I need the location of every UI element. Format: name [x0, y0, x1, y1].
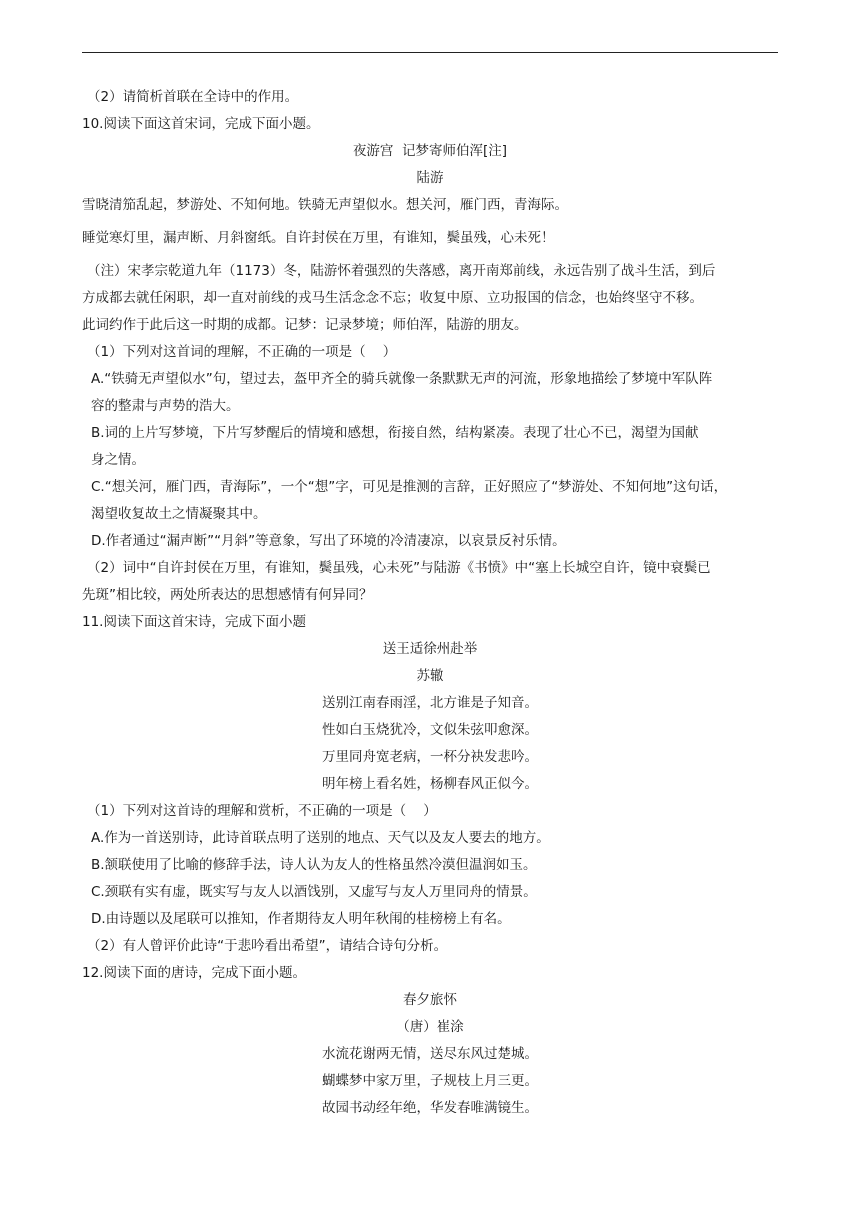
q11-stem: 11.阅读下面这首宋诗，完成下面小题 [82, 614, 306, 630]
q10-note-line-2: 方成都去就任闲职，却一直对前线的戎马生活念念不忘；收复中原、立功报国的信念，也始终坚守不移。 [82, 290, 703, 306]
q11-poem-line-2: 性如白玉烧犹冷，文似朱弦叩愈深。 [322, 722, 538, 738]
q11-poem-line-1: 送别江南春雨淫，北方谁是子知音。 [322, 695, 538, 711]
q12-poem-line-2: 蝴蝶梦中家万里，子规枝上月三更。 [322, 1073, 538, 1089]
q10-option-a-line-2: 容的整肃与声势的浩大。 [91, 398, 240, 414]
q12-stem: 12.阅读下面的唐诗，完成下面小题。 [82, 965, 306, 981]
q10-sub2-line-1: （2）词中“自许封侯在万里，有谁知，鬓虽残，心未死”与陆游《书愤》中“塞上长城空自许，镜中衰鬓已 [87, 560, 711, 576]
q10-poem-title: 夜游宫 记梦寄师伯浑[注] [352, 143, 508, 159]
q11-option-c: C.颈联有实有虚，既实写与友人以酒饯别，又虚写与友人万里同舟的情景。 [91, 884, 537, 900]
q10-option-d: D.作者通过“漏声断”“月斜”等意象，写出了环境的冷清凄凉，以哀景反衬乐情。 [91, 533, 566, 549]
q12-poem-line-1: 水流花谢两无情，送尽东风过楚城。 [322, 1046, 538, 1062]
q12-poem-line-3: 故园书动经年绝，华发春唯满镜生。 [322, 1100, 538, 1116]
q11-sub1: （1）下列对这首诗的理解和赏析，不正确的一项是（ ） [87, 803, 437, 819]
q10-option-a-line-1: A.“铁骑无声望似水”句，望过去，盔甲齐全的骑兵就像一条默默无声的河流，形象地描绘了梦境中军队阵 [91, 371, 713, 387]
q10-option-c-line-1: C.“想关河，雁门西，青海际”，一个“想”字，可见是推测的言辞，正好照应了“梦游处、不知何地”这句话， [91, 479, 728, 495]
q11-sub2: （2）有人曾评价此诗“于悲吟看出希望”，请结合诗句分析。 [87, 938, 448, 954]
q10-poem-line-1: 雪晓清笳乱起，梦游处、不知何地。铁骑无声望似水。想关河，雁门西，青海际。 [82, 197, 568, 213]
q9-sub2: （2）请简析首联在全诗中的作用。 [87, 89, 299, 105]
q10-option-b-line-1: B.词的上片写梦境，下片写梦醒后的情境和感想，衔接自然，结构紧凑。表现了壮心不已，渴望为国献 [91, 425, 699, 441]
header-rule [82, 52, 778, 53]
document-content [82, 84, 778, 1122]
q11-option-b: B.颔联使用了比喻的修辞手法，诗人认为友人的性格虽然冷漠但温润如玉。 [91, 857, 537, 873]
q11-option-a: A.作为一首送别诗，此诗首联点明了送别的地点、天气以及友人要去的地方。 [91, 830, 550, 846]
q10-sub1: （1）下列对这首词的理解，不正确的一项是（ ） [87, 344, 397, 360]
q11-poem-title: 送王适徐州赴举 [382, 641, 478, 657]
q10-option-c-line-2: 渴望收复故土之情凝聚其中。 [91, 506, 267, 522]
q11-poem-line-3: 万里同舟宽老病，一杯分袂发悲吟。 [322, 749, 538, 765]
q11-poem-line-4: 明年榜上看名姓，杨柳春风正似今。 [322, 776, 538, 792]
q12-poem-title: 春夕旅怀 [403, 992, 457, 1008]
q10-stem: 10.阅读下面这首宋词，完成下面小题。 [82, 116, 320, 132]
q10-note-line-3: 此词约作于此后这一时期的成都。记梦：记录梦境；师伯浑，陆游的朋友。 [82, 317, 528, 333]
q10-poem-author: 陆游 [416, 170, 444, 186]
q10-poem-line-2: 睡觉寒灯里，漏声断、月斜窗纸。自许封侯在万里，有谁知，鬓虽残，心未死！ [82, 230, 555, 246]
q11-option-d: D.由诗题以及尾联可以推知，作者期待友人明年秋闱的桂榜榜上有名。 [91, 911, 511, 927]
q10-option-b-line-2: 身之情。 [91, 452, 145, 468]
q10-sub2-line-2: 先斑”相比较，两处所表达的思想感情有何异同？ [82, 587, 373, 603]
q10-note-line-1: （注）宋孝宗乾道九年（1173）冬，陆游怀着强烈的失落感，离开南郑前线，永远告别了战斗生活，到后 [87, 263, 716, 279]
q11-poem-author: 苏辙 [416, 668, 444, 684]
q12-poem-author: （唐）崔涂 [396, 1019, 464, 1035]
